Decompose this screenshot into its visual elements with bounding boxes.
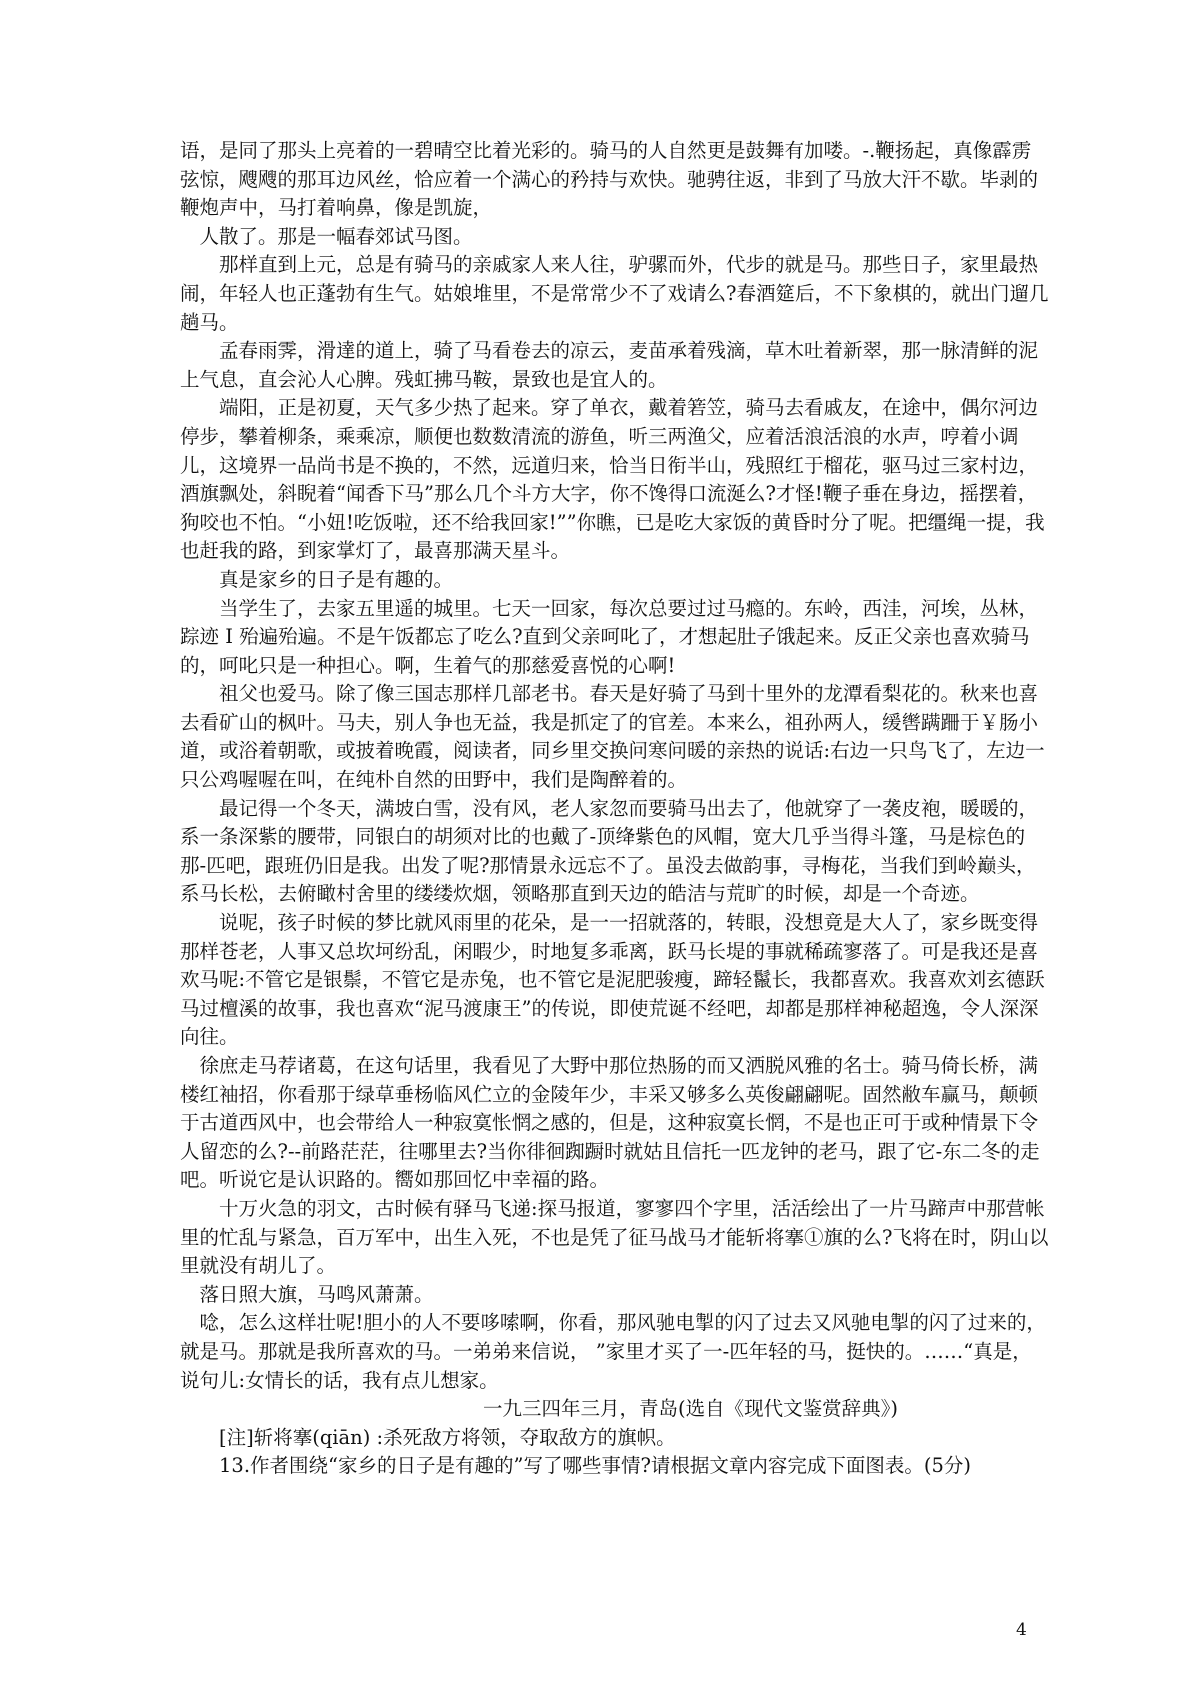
- paragraph-13: 落日照大旗，马鸣风萧萧。: [199, 1282, 434, 1306]
- paragraph-2: 人散了。那是一幅春郊试马图。: [199, 224, 473, 248]
- question-13: 13.作者围绕“家乡的日子是有趣的”写了哪些事情?请根据文章内容完成下面图表。(5分): [219, 1454, 972, 1478]
- paragraph-4: 孟春雨霁，滑達的道上，骑了马看卷去的凉云，麦苗承着残滴，草木吐着新翠，那一脉清鲜的泥上气息，直会沁人心脾。残虹拂马鞍，景致也是宜人的。: [180, 339, 1039, 391]
- page-number: 4: [1016, 1620, 1027, 1640]
- paragraph-7: 当学生了，去家五里遥的城里。七天一回家，每次总要过过马瘾的。东岭，西洼，河埃，丛林，踪迹 I 殆遍殆遍。不是午饭都忘了吃么?直到父亲呵叱了，才想起肚子饿起来。反正父亲也喜欢骑马的，呵叱只是一种担心。啊，生着气的那慈爱喜悦的心啊!: [180, 596, 1039, 677]
- date-source-line: 一九三四年三月，青岛(选自《现代文鉴赏辞典》): [483, 1397, 898, 1421]
- paragraph-10: 说呢，孩子时候的梦比就风雨里的花朵，是一一招就落的，转眼，没想竟是大人了，家乡既变得那样苍老，人事又总坎坷纷乱，闲暇少，时地复多乖离，跃马长堤的事就稀疏寥落了。可是我还是喜欢马呢:不管它是银鬃，不管它是赤兔，也不管它是泥肥骏瘦，蹄轻鬣长，我都喜欢。我喜欢刘玄德跃马过檀溪的故事，我也喜欢“泥马渡康王”的传说，即使荒诞不经吧，却都是那样神秘超逸，令人深深向往。: [180, 911, 1045, 1049]
- paragraph-5: 端阳，正是初夏，天气多少热了起来。穿了单衣，戴着箬笠，骑马去看戚友，在途中，偶尔河边停步，攀着柳条，乘乘凉，顺便也数数清流的游鱼，听三两渔父，应着活浪活浪的水声，哼着小调儿，这境界一品尚书是不换的，不然，远道归来，恰当日衔半山，残照红于榴花，驱马过三家村边，酒旗飘处，斜睨着“闻香下马”那么几个斗方大字，你不馋得口流涎么?才怪!鞭子垂在身边，摇摆着，狗咬也不怕。“小妞!吃饭啦，还不给我回家!””你瞧，已是吃大家饭的黄昏时分了呢。把缰绳一提，我也赶我的路，到家掌灯了，最喜那满天星斗。: [180, 396, 1045, 563]
- paragraph-14: 唸，怎么这样壮呢!胆小的人不要哆嗦啊，你看，那风驰电掣的闪了过去又风驰电掣的闪了过来的，就是马。那就是我所喜欢的马。一弟弟来信说， ”家里才买了一-匹年轻的马，挺快的。……“真是，说句儿:女情长的话，我有点儿想家。: [180, 1311, 1046, 1392]
- paragraph-12: 十万火急的羽文，古时候有驿马飞递:探马报道，寥寥四个字里，活活绘出了一片马蹄声中那营帐里的忙乱与紧急，百万军中，出生入死，不也是凭了征马战马才能斩将搴①旗的么?飞将在时，阴山以里就没有胡儿了。: [180, 1196, 1049, 1278]
- paragraph-6: 真是家乡的日子是有趣的。: [219, 567, 454, 591]
- paragraph-9: 最记得一个冬天，满坡白雪，没有风，老人家忽而要骑马出去了，他就穿了一袭皮袍，暖暖的，系一条深紫的腰带，同银白的胡须对比的也戴了-顶绛紫色的风帽，宽大几乎当得斗篷，马是棕色的那-匹吧，跟班仍旧是我。出发了呢?那情景永远忘不了。虽没去做韵事，寻梅花，当我们到岭巅头，系马长松，去俯瞰村舍里的缕缕炊烟，领略那直到天边的皓洁与荒旷的时候，却是一个奇迹。: [180, 796, 1039, 906]
- paragraph-11: 徐庶走马荐诸葛，在这句话里，我看见了大野中那位热肠的而又洒脱风雅的名士。骑马倚长桥，满楼红袖招，你看那于绿草垂杨临风伫立的金陵年少，丰采又够多么英俊翩翩呢。固然敝车赢马，颠顿于古道西风中，也会带给人一种寂寞怅惘之感的，但是，这种寂寞长惘，不是也正可于或种情景下令人留恋的么?--前路茫茫，往哪里去?当你徘徊踟蹰时就姑且信托一匹龙钟的老马，跟了它-东二冬的走吧。听说它是认识路的。嚮如那回忆中幸福的路。: [180, 1054, 1040, 1192]
- annotation-note: [注]斩将搴(qiān) :杀死敌方将领，夺取敌方的旗帜。: [219, 1425, 676, 1449]
- paragraph-8: 祖父也爱马。除了像三国志那样几部老书。春天是好骑了马到十里外的龙潭看梨花的。秋来也喜去看矿山的枫叶。马夫，别人争也无益，我是抓定了的官差。本来么，祖孙两人，缓辔蹒跚于￥肠小道，或浴着朝歌，或披着晚霞，阅读者，同乡里交换问寒问暖的亲热的说话:右边一只鸟飞了，左边一只公鸡喔喔在叫，在纯朴自然的田野中，我们是陶醉着的。: [180, 682, 1045, 792]
- paragraph-1: 语，是同了那头上亮着的一碧晴空比着光彩的。骑马的人自然更是鼓舞有加喽。-.鞭扬起，真像霹雳弦惊，飕飕的那耳边风丝，恰应着一个满心的矜持与欢快。驰骋往返，非到了马放大汗不歇。毕剥的鞭炮声中，马打着响鼻，像是凯旋，: [180, 139, 1039, 220]
- paragraph-3: 那样直到上元，总是有骑马的亲戚家人来人往，驴骡而外，代步的就是马。那些日子，家里最热闹，年轻人也正蓬勃有生气。姑娘堆里，不是常常少不了戏请么?春酒筵后，不下象棋的，就出门遛几趟马。: [180, 253, 1049, 334]
- article-body: [180, 137, 1050, 1481]
